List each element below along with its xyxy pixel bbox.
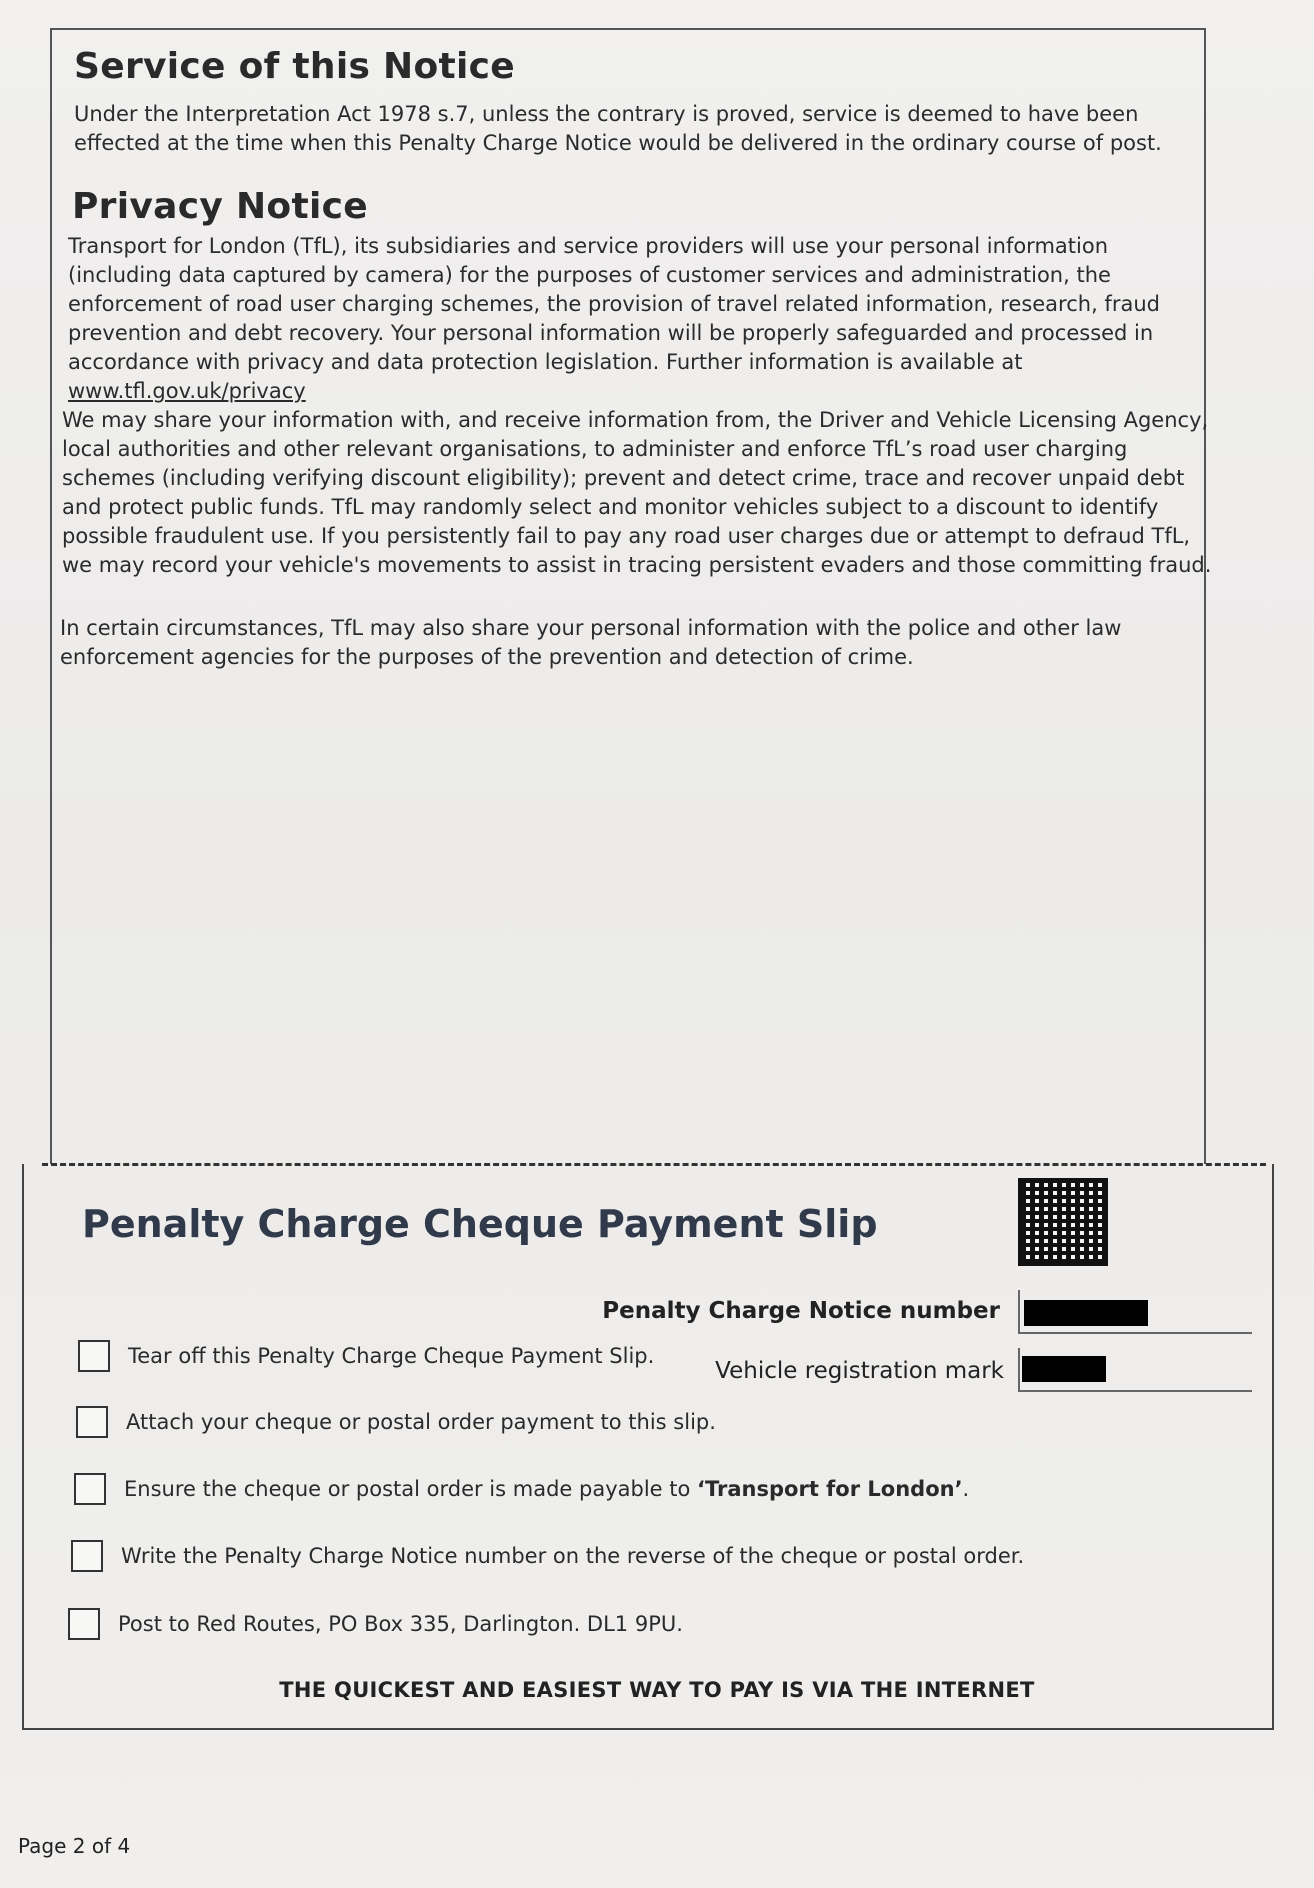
checkbox[interactable] xyxy=(76,1406,108,1438)
payee-name: ‘Transport for London’ xyxy=(697,1477,963,1501)
step-text: Attach your cheque or postal order payment to this slip. xyxy=(126,1410,716,1434)
step-text: Tear off this Penalty Charge Cheque Payment Slip. xyxy=(128,1344,655,1368)
step-text: Post to Red Routes, PO Box 335, Darlington. DL1 9PU. xyxy=(118,1612,683,1636)
step-post-address xyxy=(68,1608,683,1640)
pcn-redaction xyxy=(1024,1300,1148,1326)
checkbox[interactable] xyxy=(71,1540,103,1572)
privacy-paragraph-1 xyxy=(68,232,1200,406)
step-tear-off xyxy=(78,1340,654,1372)
vrm-redaction xyxy=(1022,1356,1106,1382)
pcn-label: Penalty Charge Notice number xyxy=(602,1298,1000,1324)
page-number: Page 2 of 4 xyxy=(18,1834,131,1858)
step-attach-payment xyxy=(76,1406,716,1438)
step-text: Ensure the cheque or postal order is made payable to ‘Transport for London’. xyxy=(124,1477,970,1501)
checkbox[interactable] xyxy=(78,1340,110,1372)
privacy-paragraph-3: In certain circumstances, TfL may also share your personal information with the police and other law enforcement agencies for the purposes of the prevention and detection of crime. xyxy=(60,616,1122,669)
step-payable-to xyxy=(74,1473,969,1505)
step-text: Write the Penalty Charge Notice number on the reverse of the cheque or postal order. xyxy=(121,1544,1025,1568)
checkbox[interactable] xyxy=(68,1608,100,1640)
checkbox[interactable] xyxy=(74,1473,106,1505)
step-write-pcn xyxy=(71,1540,1024,1572)
privacy-paragraph-2: We may share your information with, and receive information from, the Driver and Vehicle Licensing Agency, local authorities and other relevant organisations, to administer and enforce TfL’s road user charging schemes (including verifying discount eligibility); prevent and detect crime, trace and recover unpaid debt and protect public funds. TfL may randomly select and monitor vehicles subject to a discount to identify possible fraudulent use. If you persistently fail to pay any road user charges due or attempt to defraud TfL, we may record your vehicle's movements to assist in tracing persistent evaders and those committing fraud. xyxy=(62,408,1212,577)
slip-title: Penalty Charge Cheque Payment Slip xyxy=(82,1202,878,1246)
privacy-paragraph-1-text: Transport for London (TfL), its subsidiaries and service providers will use your personal information (including data captured by camera) for the purposes of customer services and administration, the enforcement of road user charging schemes, the provision of travel related information, research, fraud prevention and debt recovery. Your personal information will be properly safeguarded and processed in accordance with privacy and data protection legislation. Further information is available at xyxy=(68,234,1160,374)
vrm-label: Vehicle registration mark xyxy=(715,1358,1004,1384)
service-text: Under the Interpretation Act 1978 s.7, unless the contrary is proved, service is deemed to have been effected at the time when this Penalty Charge Notice would be delivered in the ordinary course of post. xyxy=(74,102,1162,155)
privacy-title: Privacy Notice xyxy=(72,186,368,227)
pay-online-notice: THE QUICKEST AND EASIEST WAY TO PAY IS VIA THE INTERNET xyxy=(279,1678,1035,1702)
privacy-link[interactable]: www.tfl.gov.uk/privacy xyxy=(68,379,306,403)
service-title: Service of this Notice xyxy=(74,46,516,87)
qr-code-icon xyxy=(1018,1178,1108,1266)
